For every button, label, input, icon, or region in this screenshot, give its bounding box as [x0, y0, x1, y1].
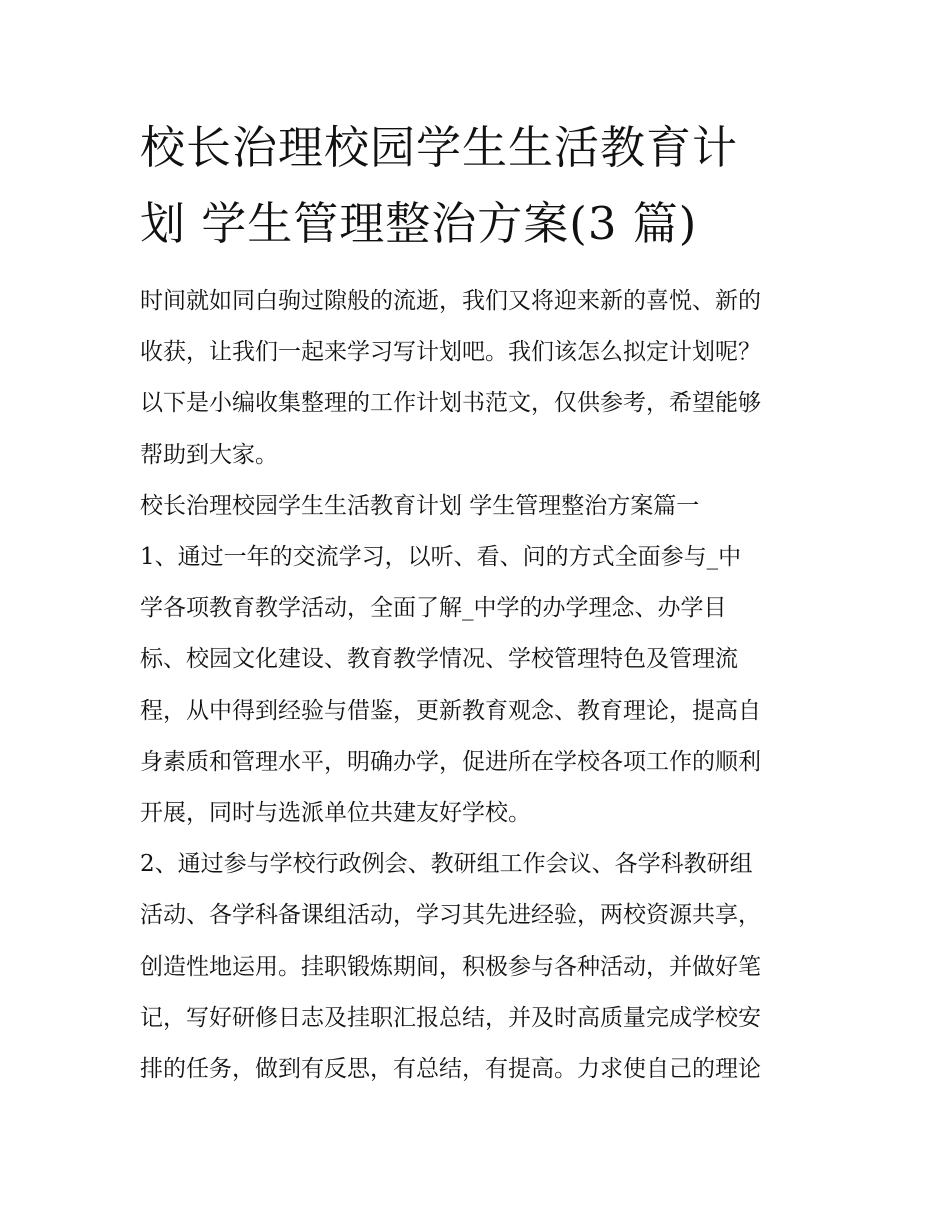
intro-paragraph [140, 276, 812, 481]
intro-line: 以下是小编收集整理的工作计划书范文，仅供参考，希望能够 [140, 390, 761, 417]
item-2-line: 活动、各学科备课组活动，学习其先进经验，两校资源共享， [140, 902, 761, 929]
document-title [140, 110, 812, 262]
item-1-line: 身素质和管理水平，明确办学，促进所在学校各项工作的顺利 [140, 748, 761, 775]
item-2-line: 2、通过参与学校行政例会、教研组工作会议、各学科教研组 [140, 851, 753, 878]
item-1-line: 学各项教育教学活动，全面了解_中学的办学理念、办学目 [140, 595, 727, 622]
item-1-line: 程，从中得到经验与借鉴，更新教育观念、教育理论，提高自 [140, 697, 761, 724]
item-1-paragraph [140, 532, 812, 839]
intro-line: 收获，让我们一起来学习写计划吧。我们该怎么拟定计划呢？ [140, 339, 761, 366]
item-1-line: 标、校园文化建设、教育教学情况、学校管理特色及管理流 [140, 646, 738, 673]
document-body [140, 110, 812, 1095]
title-line-1: 校长治理校园学生生活教育计 [140, 121, 739, 174]
item-2-line: 记，写好研修日志及挂职汇报总结，并及时高质量完成学校安 [140, 1004, 761, 1031]
intro-line: 时间就如同白驹过隙般的流逝，我们又将迎来新的喜悦、新的 [140, 288, 761, 314]
intro-line: 帮助到大家。 [140, 441, 278, 468]
item-2-line: 排的任务，做到有反思，有总结，有提高。力求使自己的理论 [140, 1056, 761, 1083]
item-1-line: 开展，同时与选派单位共建友好学校。 [140, 800, 531, 827]
title-line-2: 划 学生管理整治方案(3 篇) [140, 197, 698, 250]
section-heading: 校长治理校园学生生活教育计划 学生管理整治方案篇一 [140, 492, 700, 519]
item-1-line: 1、通过一年的交流学习，以听、看、问的方式全面参与_中 [140, 544, 742, 571]
item-2-paragraph [140, 839, 812, 1095]
item-2-line: 创造性地运用。挂职锻炼期间，积极参与各种活动，并做好笔 [140, 953, 761, 980]
